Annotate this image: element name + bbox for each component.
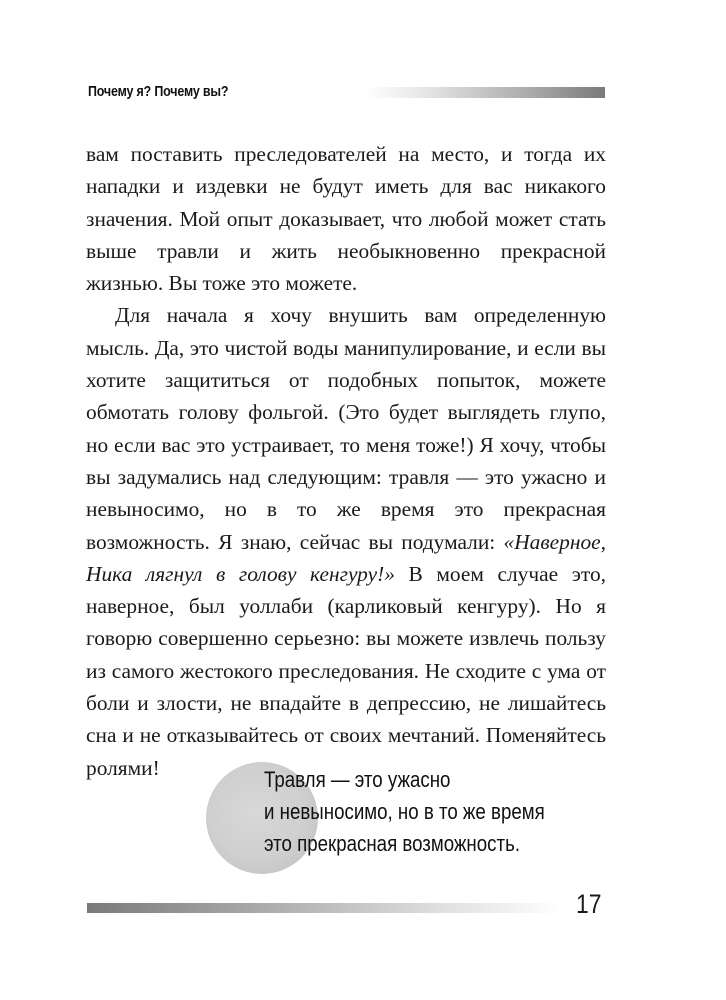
paragraph-2-start: Для начала я хочу внушить вам определенную мысль. Да, это чистой воды манипулирование, и если вы хотите защититься от подобных попыток, можете обмотать голову фольгой. (Это будет выглядеть глупо, но если вас это устраивает, то меня тоже!) Я хочу, чтобы вы задумались над следующим: травля — это ужасно и невыносимо, но в то же время это прекрасная возможность. Я знаю, сейчас вы подумали: <box>86 303 606 554</box>
paragraph-2-end: В моем случае это, наверное, был уоллаби (карликовый кенгуру). Но я говорю совершенно серьезно: вы можете извлечь пользу из самого жестокого преследования. Не сходите с ума от боли и злости, не впадайте в депрессию, не лишайтесь сна и не отказывайтесь от своих мечтаний. Поменяйтесь ролями! <box>86 561 606 780</box>
paragraph-1: вам поставить преследователей на место, и тогда их нападки и издевки не будут иметь для вас никакого значения. Мой опыт доказывает, что любой может стать выше травли и жить необыкновенно прекрасной жизнью. Вы тоже это можете. <box>86 142 606 296</box>
running-header-title: Почему я? Почему вы? <box>88 84 229 100</box>
pull-quote-line-3: это прекрасная возможность. <box>264 831 521 856</box>
pull-quote-line-2: и невыносимо, но в то же время <box>264 799 545 824</box>
pull-quote-text <box>264 764 570 860</box>
pull-quote <box>206 760 606 880</box>
paragraph-2 <box>86 299 606 783</box>
body-text <box>86 138 606 784</box>
header-gradient-rule <box>365 87 605 98</box>
footer-gradient-rule <box>87 903 562 913</box>
paragraph-2-italic-quote: «Наверное, Ника лягнул в голову кенгуру!» <box>86 529 606 586</box>
pull-quote-line-1: Травля — это ужасно <box>264 767 451 792</box>
page-number: 17 <box>576 889 602 919</box>
